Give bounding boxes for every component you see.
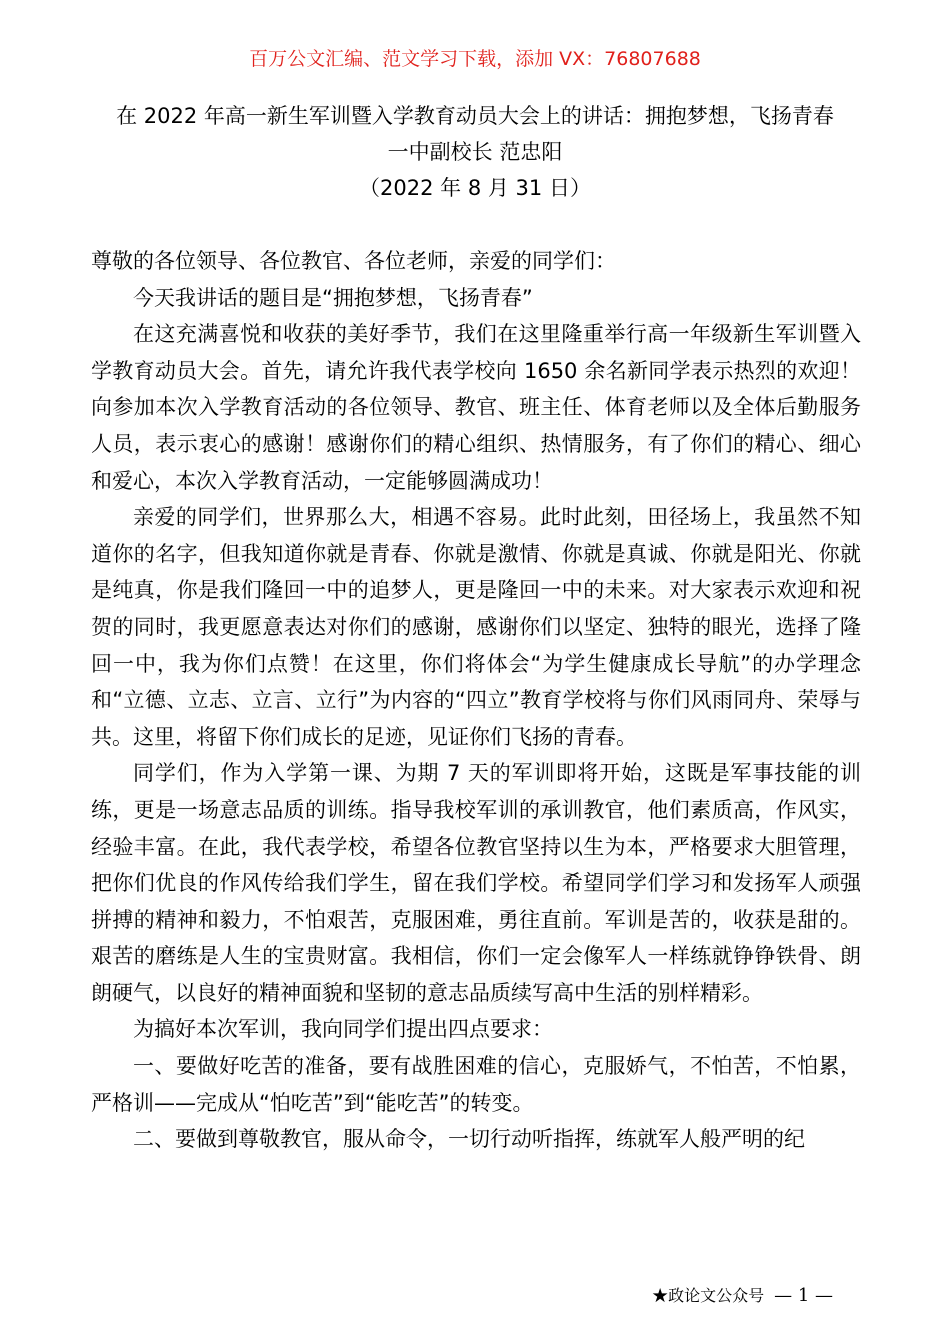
speaker-line: 一中副校长 范忠阳 [387, 140, 563, 164]
page-footer [652, 1283, 833, 1309]
speech-date: （2022 年 8 月 31 日） [359, 176, 591, 200]
promo-banner: 百万公文汇编、范文学习下载，添加 VX：76807688 [249, 48, 701, 70]
paragraph-topic: 今天我讲话的题目是“拥抱梦想，飞扬青春” [133, 285, 533, 310]
title-block [60, 98, 890, 206]
paragraph-requirements-intro: 为搞好本次军训，我向同学们提出四点要求： [133, 1017, 553, 1042]
paragraph-military-training: 同学们，作为入学第一课、为期 7 天的军训即将开始，这既是军事技能的训练，更是一场意志品质的训练。指导我校军训的承训教官，他们素质高，作风实，经验丰富。在此，我代表学校，希望各位教官坚持以生为本，严格要求大胆管理，把你们优良的作风传给我们学生，留在我们学校。希望同学们学习和发扬军人顽强拼搏的精神和毅力，不怕艰苦，克服困难，勇往直前。军训是苦的，收获是甜的。艰苦的磨练是人生的宝贵财富。我相信，你们一定会像军人一样练就铮铮铁骨、朗朗硬气，以良好的精神面貌和坚韧的意志品质续写高中生活的别样精彩。 [91, 761, 861, 1005]
paragraph-requirement-1: 一、要做好吃苦的准备，要有战胜困难的信心，克服娇气，不怕苦，不怕累，严格训——完成从“怕吃苦”到“能吃苦”的转变。 [91, 1054, 861, 1115]
page-number: — 1 — [774, 1285, 833, 1306]
salutation: 尊敬的各位领导、各位教官、各位老师，亲爱的同学们： [91, 249, 616, 273]
speech-body [91, 243, 861, 1158]
document-title: 在 2022 年高一新生军训暨入学教育动员大会上的讲话：拥抱梦想，飞扬青春 [116, 104, 834, 128]
paragraph-students: 亲爱的同学们，世界那么大，相遇不容易。此时此刻，田径场上，我虽然不知道你的名字，但我知道你就是青春、你就是激情、你就是真诚、你就是阳光、你就是纯真，你是我们隆回一中的追梦人，更是隆回一中的未来。对大家表示欢迎和祝贺的同时，我更愿意表达对你们的感谢，感谢你们以坚定、独特的眼光，选择了隆回一中，我为你们点赞！在这里，你们将体会“为学生健康成长导航”的办学理念和“立德、立志、立言、立行”为内容的“四立”教育学校将与你们风雨同舟、荣辱与共。这里，将留下你们成长的足迹，见证你们飞扬的青春。 [91, 505, 861, 749]
paragraph-welcome: 在这充满喜悦和收获的美好季节，我们在这里隆重举行高一年级新生军训暨入学教育动员大会。首先，请允许我代表学校向 1650 余名新同学表示热烈的欢迎！向参加本次入学教育活动的各位领导、教官、班主任、体育老师以及全体后勤服务人员，表示衷心的感谢！感谢你们的精心组织、热情服务，有了你们的精心、细心和爱心，本次入学教育活动，一定能够圆满成功！ [91, 322, 861, 493]
paragraph-requirement-2: 二、要做到尊敬教官，服从命令，一切行动听指挥，练就军人般严明的纪 [133, 1127, 805, 1152]
footer-source: ★政论文公众号 [652, 1286, 765, 1305]
